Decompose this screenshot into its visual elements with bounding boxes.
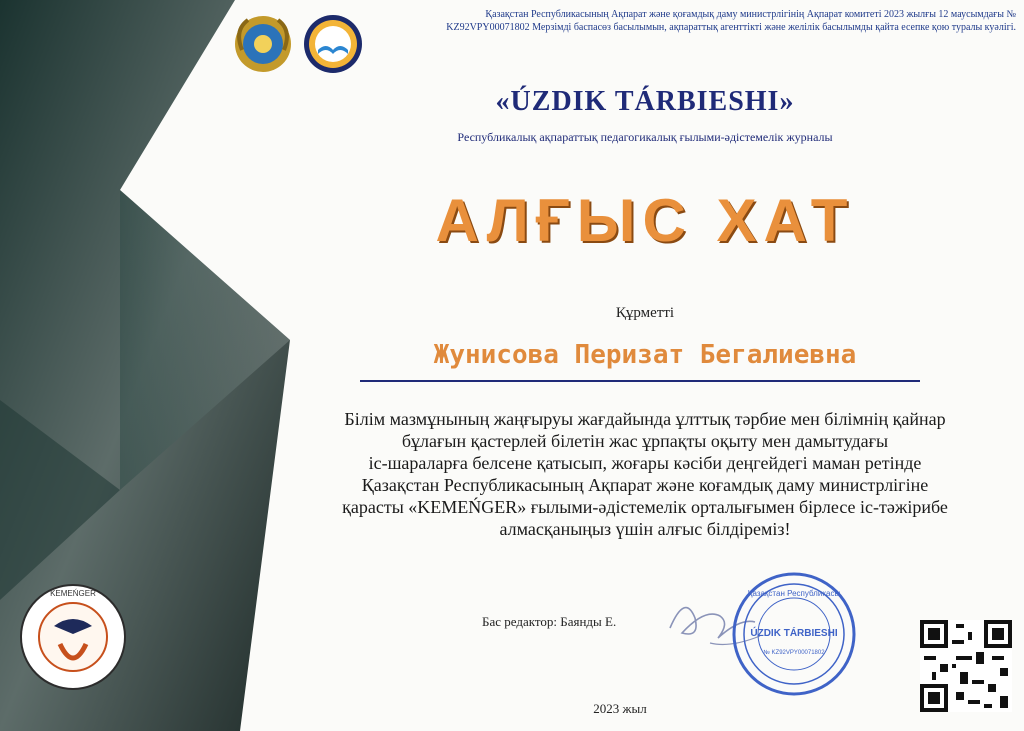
kazakhstan-emblem-icon [232,10,294,78]
stamp-center-text: ÚZDIK TÁRBIESHI [750,628,838,639]
recipient-name: Жунисова Перизат Бегалиевна [433,340,857,370]
kemenger-logo-icon [18,582,128,692]
header-logos [232,10,364,78]
journal-subtitle: Республикалық ақпараттық педагогикалық ғылыми-әдістемелік журналы [457,130,833,144]
official-stamp [730,570,858,698]
kemenger-logo-text: KEMEŃGER [50,589,96,598]
editor-label: Бас редактор: Баянды Е. [482,614,617,629]
stamp-number: № KZ92VPY00071802 [763,650,825,656]
body-line: Білім мазмұнының жаңғыруы жағдайында ұлттық тәрбие мен білімнің қайнар [344,409,946,429]
certificate-heading: АЛҒЫС ХАТ [435,187,855,254]
body-text [300,408,990,540]
journal-title: «ÚZDIK TÁRBIESHI» [495,86,795,117]
body-line: Қазақстан Республикасының Ақпарат және коғамдық даму министрлігіне [361,475,929,495]
greeting: Құрметті [615,305,675,321]
qr-code-icon [920,620,1012,712]
registration-notice: Қазақстан Республикасының Ақпарат және қоғамдық даму министрлігінің Ақпарат комитеті 2023 жылғы 12 маусымдағы № KZ92VPY00071802 Мерзімді баспасөз басылымын, ақпараттық агенттікті және желілік басылымды қайта есепке қою туралы куәлігі. [446,9,1016,33]
year-label: 2023 жыл [593,701,647,716]
body-line: қарасты «KEMEŃGER» ғылыми-әдістемелік орталығымен бірлесе іс-тәжірибе [342,497,948,517]
body-line: іс-шараларға белсене қатысып, жоғары кәсіби деңгейдегі маман ретінде [368,453,922,473]
body-line: алмасқаныңыз үшін алғыс білдіреміз! [499,519,791,539]
stamp-ring-text: Қазақстан Республикасы [747,589,841,598]
name-underline [360,380,920,382]
body-line: бұлағын қастерлей білетін жас ұрпақты оқыту мен дамытудағы [401,431,889,451]
journal-book-logo-icon [302,10,364,78]
